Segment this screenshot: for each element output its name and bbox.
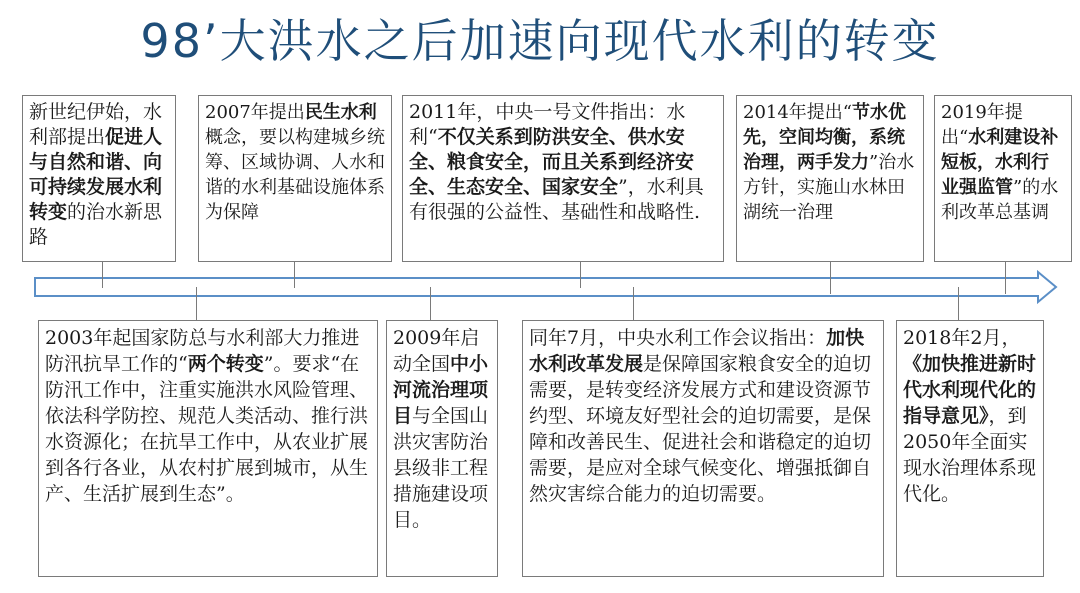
milestone-text: ”治水方针，实施山水林田湖统一治理 (743, 152, 915, 223)
milestone-key-text: 不仅关系到防洪安全、供水安全、粮食安全，而且关系到经济安全、生态安全、国家安全 (409, 126, 695, 198)
milestone-text: 2003年起国家防总与水利部大力推进防汛抗旱工作的“ (45, 327, 360, 375)
milestone-box-2009 (386, 320, 498, 577)
milestone-text: 概念，要以构建城乡统筹、区域协调、人水和谐的水利基础设施体系为保障 (205, 127, 385, 223)
milestone-text: ，到2050年全面实现水治理体系现代化。 (903, 405, 1037, 505)
milestone-text: 2007年提出 (205, 102, 305, 123)
page-title: 98’大洪水之后加速向现代水利的转变 (140, 14, 940, 68)
milestone-key-text: 两个转变 (187, 353, 264, 375)
milestone-text: 的治水新思路 (29, 201, 163, 248)
milestone-box-2018 (896, 320, 1044, 577)
milestone-box-2014 (736, 95, 924, 262)
milestone-text: 2019年提出“ (941, 102, 1023, 148)
milestone-text: 2014年提出“ (743, 102, 853, 123)
milestone-text: 2009年启动全国 (393, 327, 480, 375)
connector-2003 (196, 287, 197, 320)
milestone-box-new-century (22, 95, 176, 262)
milestone-box-same-year-july (522, 320, 884, 577)
milestone-key-text: 节水优先，空间均衡，系统治理，两手发力 (743, 102, 907, 173)
milestone-text: 2011年，中央一号文件指出：水利“ (409, 101, 686, 148)
milestone-text: 与全国山洪灾害防治县级非工程措施建设项目。 (393, 405, 489, 531)
milestone-key-text: 加快水利改革发展 (529, 327, 865, 375)
milestone-box-2003 (38, 320, 378, 577)
connector-2014 (830, 262, 831, 294)
milestone-text: 2018年2月， (903, 327, 1021, 349)
connector-2018 (958, 287, 959, 320)
milestone-text: ”的水利改革总基调 (941, 177, 1059, 223)
milestone-text: ”，水利具有很强的公益性、基础性和战略性. (409, 176, 704, 223)
connector-same-year-july (633, 287, 634, 320)
milestone-text: 新世纪伊始，水利部提出 (29, 101, 163, 148)
connector-2011 (580, 262, 581, 288)
milestone-text: 是保障国家粮食安全的迫切需要，是转变经济发展方式和建设资源节约型、环境友好型社会的迫切需要，是保障和改善民生、促进社会和谐稳定的迫切需要，是应对全球气候变化、增强抵御自然灾害综合能力的迫切需要。 (529, 353, 872, 505)
connector-new-century (102, 262, 103, 288)
milestone-key-text: 《加快推进新时代水利现代化的指导意见》 (903, 353, 1037, 427)
milestone-box-2011 (402, 95, 724, 262)
milestone-key-text: 水利建设补短板，水利行业强监管 (941, 127, 1059, 198)
milestone-key-text: 民生水利 (304, 102, 377, 123)
milestone-key-text: 促进人与自然和谐、向可持续发展水利转变 (29, 126, 163, 223)
milestone-text: 同年7月，中央水利工作会议指出： (529, 327, 827, 349)
connector-2009 (430, 287, 431, 320)
milestone-box-2007 (198, 95, 392, 262)
milestone-key-text: 中小河流治理项目 (393, 353, 489, 427)
milestone-text: ”。要求“在防汛工作中，注重实施洪水风险管理、依法科学防控、规范人类活动、推行洪水资源化；在抗旱工作中，从农业扩展到各行各业，从农村扩展到城市，从生产、生活扩展到生态”。 (45, 353, 369, 505)
connector-2019 (1005, 262, 1006, 294)
connector-2007 (294, 262, 295, 288)
milestone-box-2019 (934, 95, 1072, 262)
